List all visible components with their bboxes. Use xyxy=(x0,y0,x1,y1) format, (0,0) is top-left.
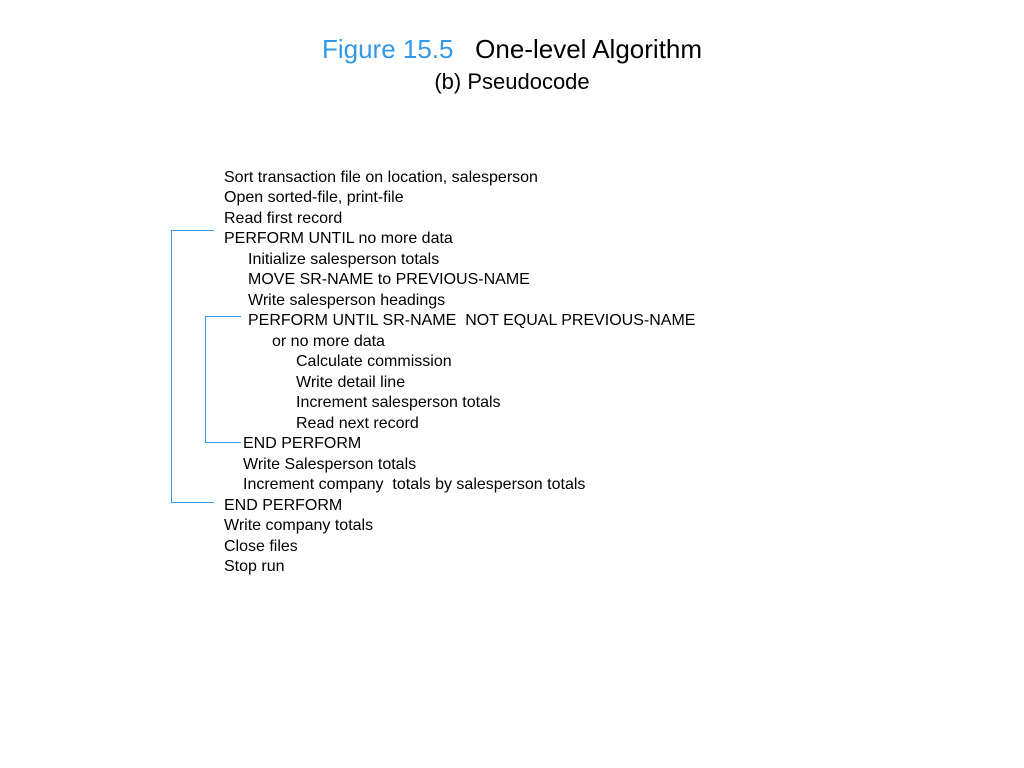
figure-subtitle: (b) Pseudocode xyxy=(434,69,590,94)
code-line: Write company totals xyxy=(224,517,374,534)
code-line: Sort transaction file on location, salesperson xyxy=(224,169,538,186)
inner-loop-bracket xyxy=(205,316,241,443)
code-line: Increment salesperson totals xyxy=(296,394,501,411)
code-line: Write detail line xyxy=(296,374,406,391)
code-line: Open sorted-file, print-file xyxy=(224,189,404,206)
code-line: or no more data xyxy=(272,333,385,350)
code-line: PERFORM UNTIL SR-NAME NOT EQUAL PREVIOUS-NAME xyxy=(248,312,696,329)
code-line: END PERFORM xyxy=(224,497,343,514)
code-line: Write salesperson headings xyxy=(248,292,446,309)
code-line: Increment company totals by salesperson totals xyxy=(243,476,586,493)
code-line: END PERFORM xyxy=(243,435,362,452)
code-line: Write Salesperson totals xyxy=(243,456,417,473)
figure-number: Figure 15.5 xyxy=(321,34,454,64)
figure-title-text: One-level Algorithm xyxy=(475,34,703,64)
code-line: Read next record xyxy=(296,415,419,432)
figure-title xyxy=(0,33,1024,65)
code-line: PERFORM UNTIL no more data xyxy=(224,230,453,247)
code-line: Calculate commission xyxy=(296,353,452,370)
code-line: Close files xyxy=(224,538,298,555)
code-line: Stop run xyxy=(224,558,285,575)
code-line: Initialize salesperson totals xyxy=(248,251,440,268)
code-line: MOVE SR-NAME to PREVIOUS-NAME xyxy=(248,271,530,288)
code-line: Read first record xyxy=(224,210,343,227)
